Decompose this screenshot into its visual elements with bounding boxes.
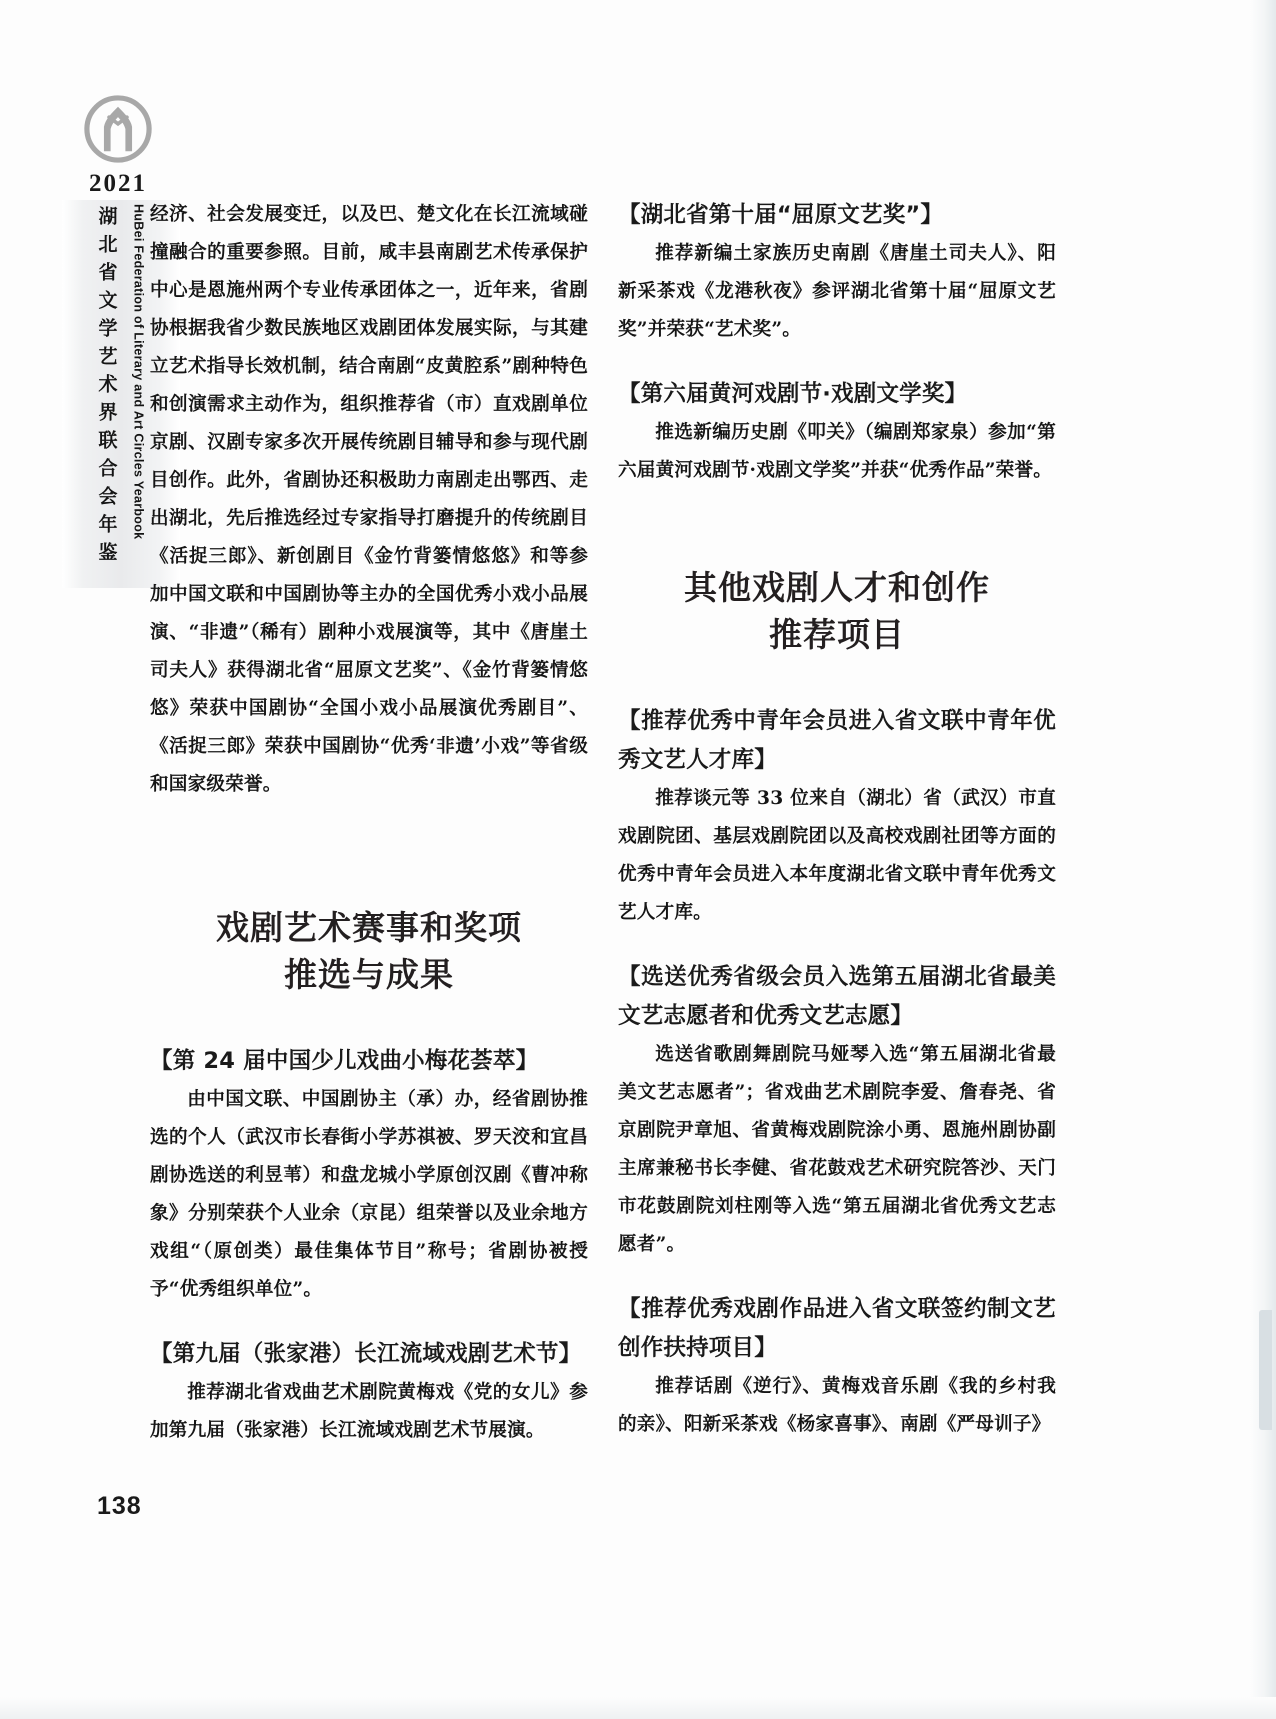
vertical-title-chinese: 湖北省文学艺术界联合会年鉴: [95, 206, 118, 570]
subsection-title: 【湖北省第十届“屈原文艺奖”】: [618, 202, 944, 228]
subsection-title: 【推荐优秀戏剧作品进入省文联签约制文艺创作扶持项目】: [618, 1296, 1056, 1361]
subsection-body: 推选新编历史剧《叩关》（编剧郑家泉）参加“第六届黄河戏剧节·戏剧文学奖”并获“优秀作品”荣誉。: [618, 422, 1056, 481]
spacer: [618, 349, 1056, 375]
spacer: [618, 658, 1056, 702]
right-column: [618, 196, 1056, 1444]
continued-paragraph: 经济、社会发展变迁，以及巴、楚文化在长江流域碰撞融合的重要参照。目前，咸丰县南剧艺术传承保护中心是恩施州两个专业传承团体之一，近年来，省剧协根据我省少数民族地区戏剧团体发展实际，与其建立艺术指导长效机制，结合南剧“皮黄腔系”剧种特色和创演需求主动作为，组织推荐省（市）直戏剧单位京剧、汉剧专家多次开展传统剧目辅导和参与现代剧目创作。此外，省剧协还积极助力南剧走出鄂西、走出湖北，先后推选经过专家指导打磨提升的传统剧目《活捉三郎》、新创剧目《金竹背篓情悠悠》和等参加中国文联和中国剧协等主办的全国优秀小戏小品展演、“非遗”（稀有）剧种小戏展演等，其中《唐崖土司夫人》获得湖北省“屈原文艺奖”、《金竹背篓情悠悠》荣获中国剧协“全国小戏小品展演优秀剧目”、《活捉三郎》荣获中国剧协“优秀‘非遗’小戏”等省级和国家级荣誉。: [150, 204, 588, 795]
subsection-title: 【推荐优秀中青年会员进入省文联中青年优秀文艺人才库】: [618, 708, 1056, 773]
masthead: [62, 92, 174, 198]
vertical-title-english: HuBei Federation of Literary and Art Circles Yearbook: [131, 204, 146, 540]
page-edge-tab: [1259, 1310, 1272, 1430]
spacer: [150, 998, 588, 1042]
spacer: [618, 932, 1056, 958]
section-heading-other-talent: [618, 564, 1056, 658]
subsection-title: 【第九届（张家港）长江流域戏剧艺术节】: [150, 1341, 582, 1367]
hubei-federation-logo: [81, 92, 155, 166]
subsection-body: 推荐新编土家族历史南剧《唐崖土司夫人》、阳新采茶戏《龙港秋夜》参评湖北省第十届“屈原文艺奖”并荣获“艺术奖”。: [618, 243, 1056, 340]
subsection-title: 【选送优秀省级会员入选第五届湖北省最美文艺志愿者和优秀文艺志愿】: [618, 964, 1056, 1029]
yearbook-year: 2021: [89, 170, 147, 197]
page-edge-shading-right: [1250, 0, 1276, 1719]
section-heading-line-1: 戏剧艺术赛事和奖项: [216, 908, 522, 947]
section-heading-line-2: 推荐项目: [769, 615, 905, 654]
left-column: [150, 196, 588, 1450]
subsection-body: 推荐湖北省戏曲艺术剧院黄梅戏《党的女儿》参加第九届（张家港）长江流域戏剧艺术节展演。: [150, 1382, 588, 1441]
subsection-body: 由中国文联、中国剧协主（承）办，经省剧协推选的个人（武汉市长春街小学苏祺被、罗天洨和宜昌剧协选送的利昱苇）和盘龙城小学原创汉剧《曹冲称象》分别荣获个人业余（京昆）组荣誉以及业余地方戏组“（原创类）最佳集体节目”称号；省剧协被授予“优秀组织单位”。: [150, 1089, 588, 1300]
spacer: [150, 1309, 588, 1335]
page-edge-shading-bottom: [0, 1697, 1276, 1719]
section-heading-line-2: 推选与成果: [284, 955, 454, 994]
section-heading-drama-awards: [150, 904, 588, 998]
subsection-body: 推荐话剧《逆行》、黄梅戏音乐剧《我的乡村我的亲》、阳新采茶戏《杨家喜事》、南剧《严母训子》: [618, 1376, 1056, 1435]
subsection-body: 推荐谈元等 33 位来自（湖北）省（武汉）市直戏剧院团、基层戏剧院团以及高校戏剧社团等方面的优秀中青年会员进入本年度湖北省文联中青年优秀文艺人才库。: [618, 788, 1056, 923]
subsection-title: 【第 24 届中国少儿戏曲小梅花荟萃】: [150, 1048, 539, 1074]
section-heading-line-1: 其他戏剧人才和创作: [684, 568, 990, 607]
spacer: [618, 1264, 1056, 1290]
subsection-body: 选送省歌剧舞剧院马娅琴入选“第五届湖北省最美文艺志愿者”；省戏曲艺术剧院李爱、詹春尧、省京剧院尹章旭、省黄梅戏剧院涂小勇、恩施州剧协副主席兼秘书长李健、省花鼓戏艺术研究院答沙、天门市花鼓剧院刘柱刚等入选“第五届湖北省优秀文艺志愿者”。: [618, 1044, 1056, 1255]
spacer: [618, 490, 1056, 564]
spacer: [150, 804, 588, 904]
page-number: 138: [97, 1492, 142, 1520]
subsection-title: 【第六届黄河戏剧节·戏剧文学奖】: [618, 381, 968, 407]
